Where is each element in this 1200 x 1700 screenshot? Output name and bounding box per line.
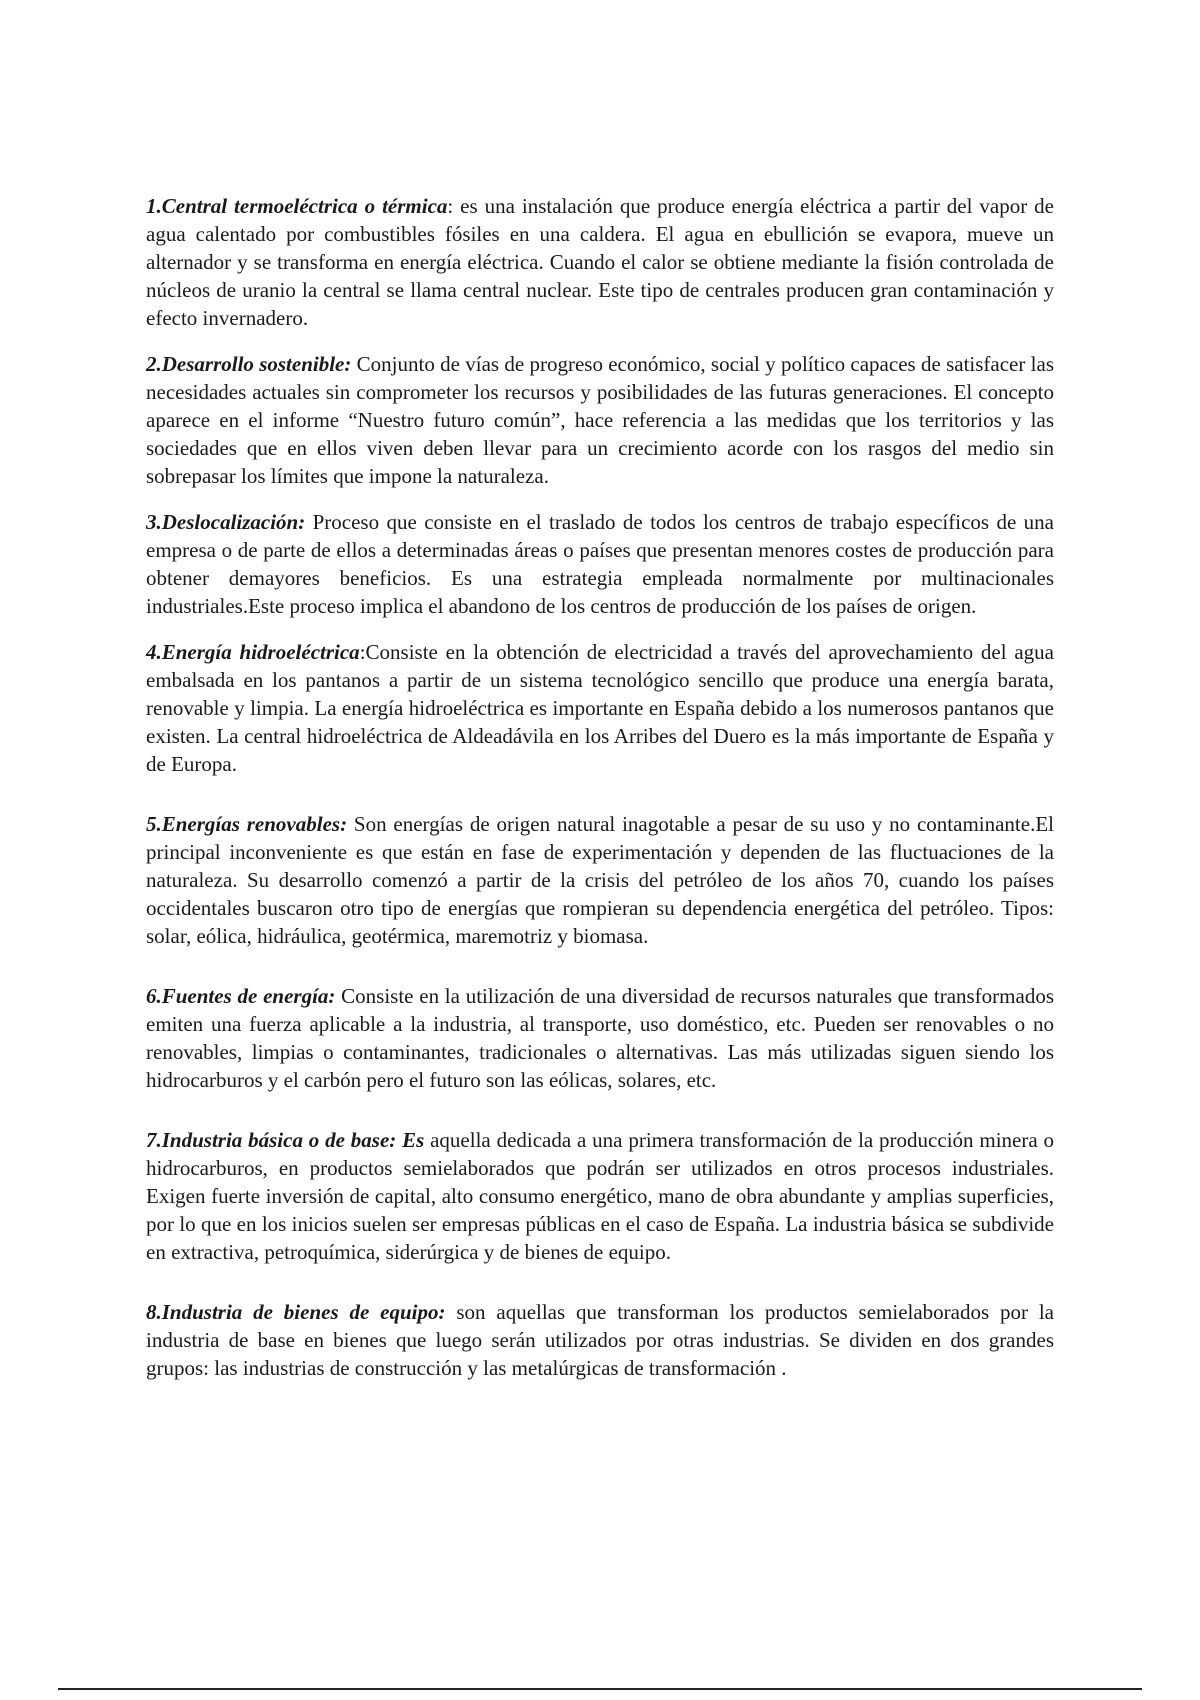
definition-term: 4.Energía hidroeléctrica [146,640,360,664]
definition-term: 5.Energías renovables: [146,812,348,836]
definition-text: Conjunto de vías de progreso económico, social y político capaces de satisfacer las necesidades actuales sin comprometer los recursos y posibilidades de las futuras generaciones. El concepto aparece en el informe “Nuestro futuro común”, hace referencia a las medidas que los territorios y las sociedades que en ellos viven deben llevar para un crecimiento acorde con los rasgos del medio sin sobrepasar los límites que impone la naturaleza. [146,352,1054,488]
definition-term: 6.Fuentes de energía: [146,984,336,1008]
definition-entry-1 [146,192,1054,332]
definition-entry-8 [146,1298,1054,1382]
document-body [146,192,1054,1382]
definition-entry-2 [146,350,1054,490]
definition-text: Proceso que consiste en el traslado de todos los centros de trabajo específicos de una empresa o de parte de ellos a determinadas áreas o países que presentan menores costes de producción para obtener demayores beneficios. Es una estrategia empleada normalmente por multinacionales industriales.Este proceso implica el abandono de los centros de producción de los países de origen. [146,510,1054,618]
definition-entry-5 [146,810,1054,950]
definition-term: 8.Industria de bienes de equipo: [146,1300,446,1324]
definition-entry-3 [146,508,1054,620]
definition-text: Consiste en la utilización de una diversidad de recursos naturales que transformados emiten una fuerza aplicable a la industria, al transporte, uso doméstico, etc. Pueden ser renovables o no renovables, limpias o contaminantes, tradicionales o alternativas. Las más utilizadas siguen siendo los hidrocarburos y el carbón pero el futuro son las eólicas, solares, etc. [146,984,1054,1092]
definition-term: 1.Central termoeléctrica o térmica [146,194,448,218]
definition-entry-6 [146,982,1054,1094]
definition-entry-7 [146,1126,1054,1266]
definition-term: 2.Desarrollo sostenible: [146,352,352,376]
definition-term: 3.Deslocalización: [146,510,306,534]
definition-entry-4 [146,638,1054,778]
definition-term: 7.Industria básica o de base: Es [146,1128,425,1152]
definition-text: aquella dedicada a una primera transformación de la producción minera o hidrocarburos, en productos semielaborados que podrán ser utilizados en otros procesos industriales. Exigen fuerte inversión de capital, alto consumo energético, mano de obra abundante y amplias superficies, por lo que en los inicios suelen ser empresas públicas en el caso de España. La industria básica se subdivide en extractiva, petroquímica, siderúrgica y de bienes de equipo. [146,1128,1054,1264]
definition-text: son aquellas que transforman los productos semielaborados por la industria de base en bienes que luego serán utilizados por otras industrias. Se dividen en dos grandes grupos: las industrias de construcción y las metalúrgicas de transformación . [146,1300,1054,1380]
definition-text: Son energías de origen natural inagotable a pesar de su uso y no contaminante.El principal inconveniente es que están en fase de experimentación y dependen de las fluctuaciones de la naturaleza. Su desarrollo comenzó a partir de la crisis del petróleo de los años 70, cuando los países occidentales buscaron otro tipo de energías que rompieran su dependencia energética del petróleo. Tipos: solar, eólica, hidráulica, geotérmica, maremotriz y biomasa. [146,812,1054,948]
definition-text: : es una instalación que produce energía eléctrica a partir del vapor de agua calentado por combustibles fósiles en una caldera. El agua en ebullición se evapora, mueve un alternador y se transforma en energía eléctrica. Cuando el calor se obtiene mediante la fisión controlada de núcleos de uranio la central se llama central nuclear. Este tipo de centrales producen gran contaminación y efecto invernadero. [146,194,1054,330]
definition-text: :Consiste en la obtención de electricidad a través del aprovechamiento del agua embalsada en los pantanos a partir de un sistema tecnológico sencillo que produce una energía barata, renovable y limpia. La energía hidroeléctrica es importante en España debido a los numerosos pantanos que existen. La central hidroeléctrica de Aldeadávila en los Arribes del Duero es la más importante de España y de Europa. [146,640,1054,776]
footer-divider [58,1688,1142,1690]
